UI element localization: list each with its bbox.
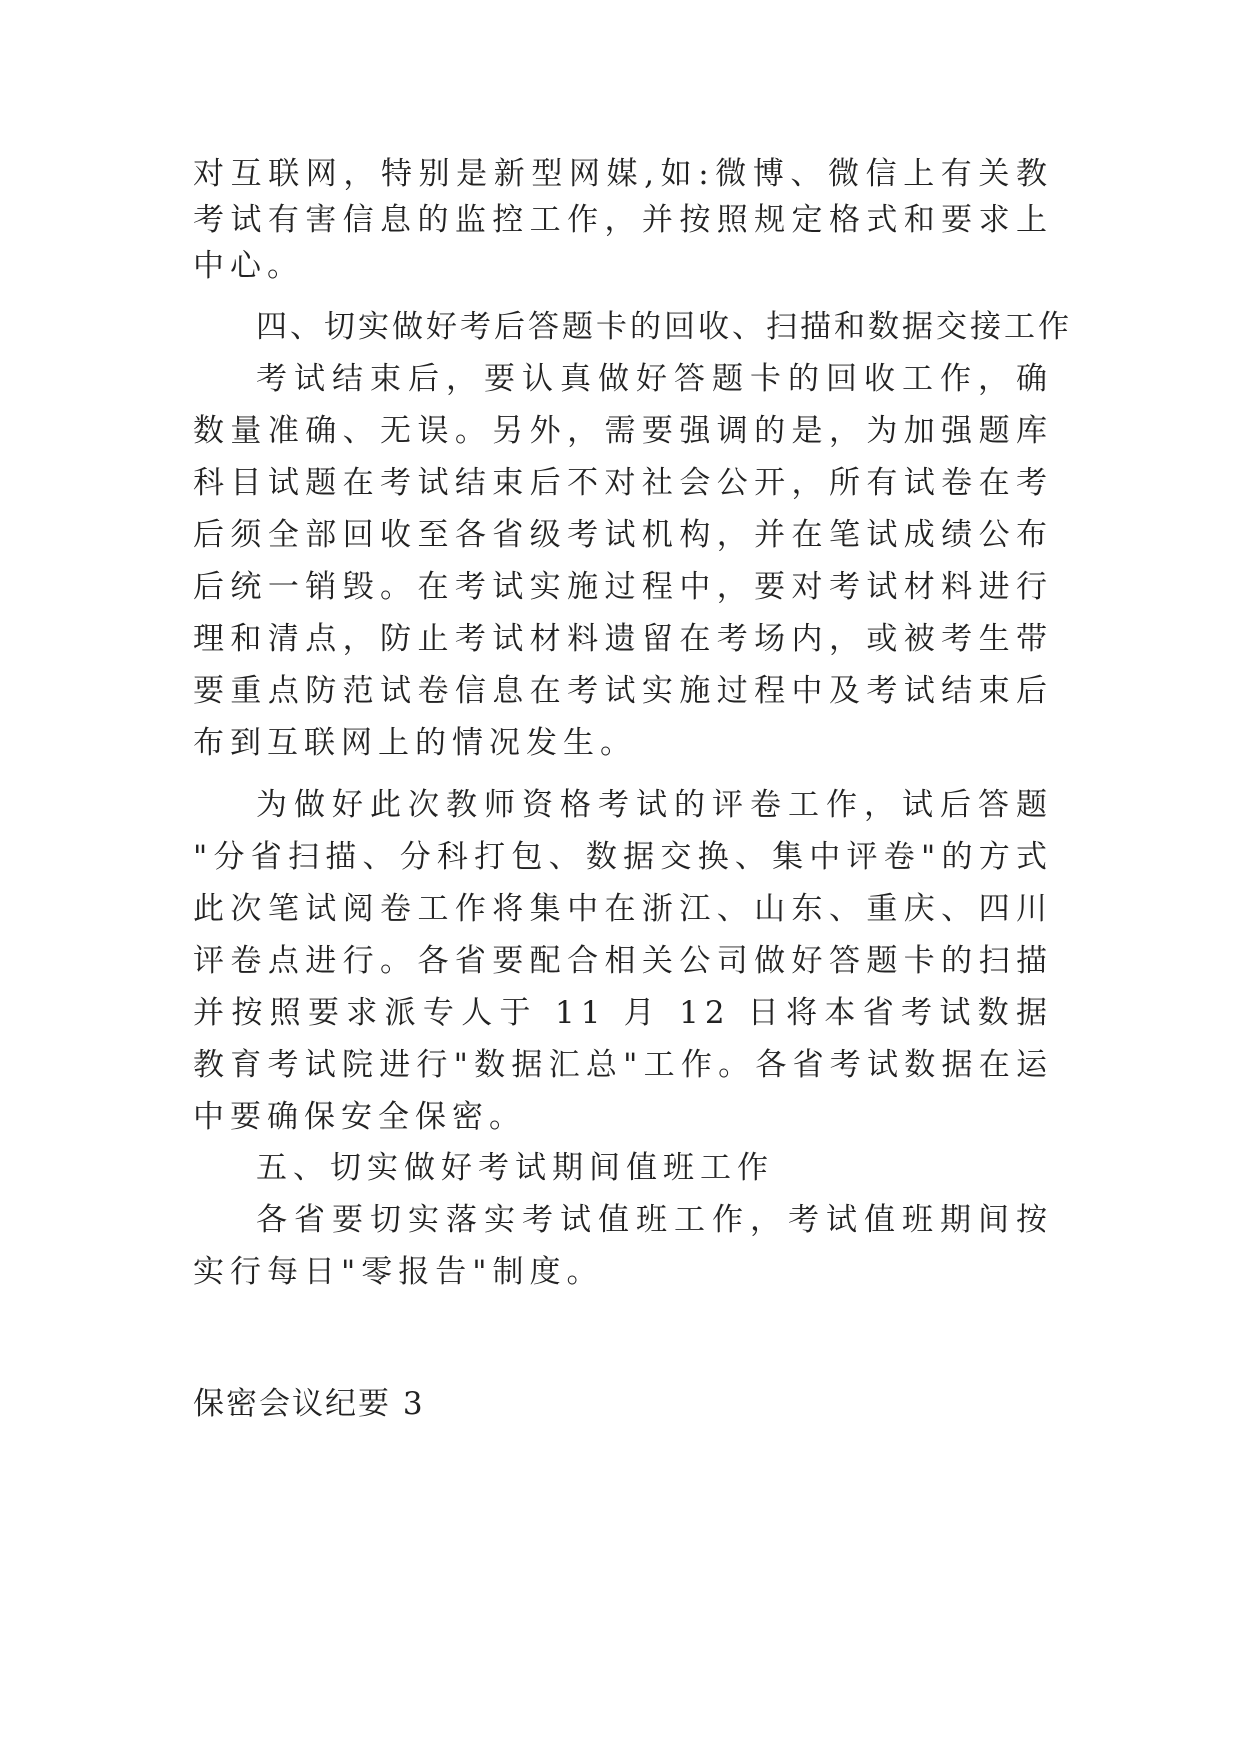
paragraph-line: 为做好此次教师资格考试的评卷工作，试后答题 <box>256 787 1053 823</box>
paragraph-line: 实行每日"零报告"制度。 <box>193 1254 604 1290</box>
paragraph-line: 理和清点，防止考试材料遗留在考场内，或被考生带 <box>193 621 1053 657</box>
paragraph-line: 考试有害信息的监控工作，并按照规定格式和要求上 <box>193 202 1053 238</box>
paragraph-line: 各省要切实落实考试值班工作，考试值班期间按 <box>256 1202 1053 1238</box>
paragraph-line: 教育考试院进行"数据汇总"工作。各省考试数据在运 <box>193 1047 1053 1083</box>
paragraph-line: 布到互联网上的情况发生。 <box>193 725 637 761</box>
paragraph-line: 此次笔试阅卷工作将集中在浙江、山东、重庆、四川 <box>193 891 1053 927</box>
paragraph-line: 数量准确、无误。另外，需要强调的是，为加强题库 <box>193 413 1053 449</box>
paragraph-line: 并按照要求派专人于 11 月 12 日将本省考试数据 <box>193 995 1053 1031</box>
section-heading-5: 五、切实做好考试期间值班工作 <box>256 1150 774 1186</box>
paragraph-line: 要重点防范试卷信息在考试实施过程中及考试结束后 <box>193 673 1053 709</box>
paragraph-line: 评卷点进行。各省要配合相关公司做好答题卡的扫描 <box>193 943 1053 979</box>
paragraph-line: 后须全部回收至各省级考试机构，并在笔试成绩公布 <box>193 517 1053 553</box>
paragraph-line: 中心。 <box>193 248 304 284</box>
paragraph-line: 科目试题在考试结束后不对社会公开，所有试卷在考 <box>193 465 1053 501</box>
section-heading-4: 四、切实做好考后答题卡的回收、扫描和数据交接工作 <box>256 309 1072 345</box>
document-title: 保密会议纪要 3 <box>193 1386 425 1422</box>
paragraph-line: 中要确保安全保密。 <box>193 1099 526 1135</box>
paragraph-line: 对互联网，特别是新型网媒,如:微博、微信上有关教 <box>193 156 1053 192</box>
paragraph-line: 后统一销毁。在考试实施过程中，要对考试材料进行 <box>193 569 1053 605</box>
paragraph-line: 考试结束后，要认真做好答题卡的回收工作，确 <box>256 361 1053 397</box>
paragraph-line: "分省扫描、分科打包、数据交换、集中评卷"的方式 <box>193 839 1053 875</box>
